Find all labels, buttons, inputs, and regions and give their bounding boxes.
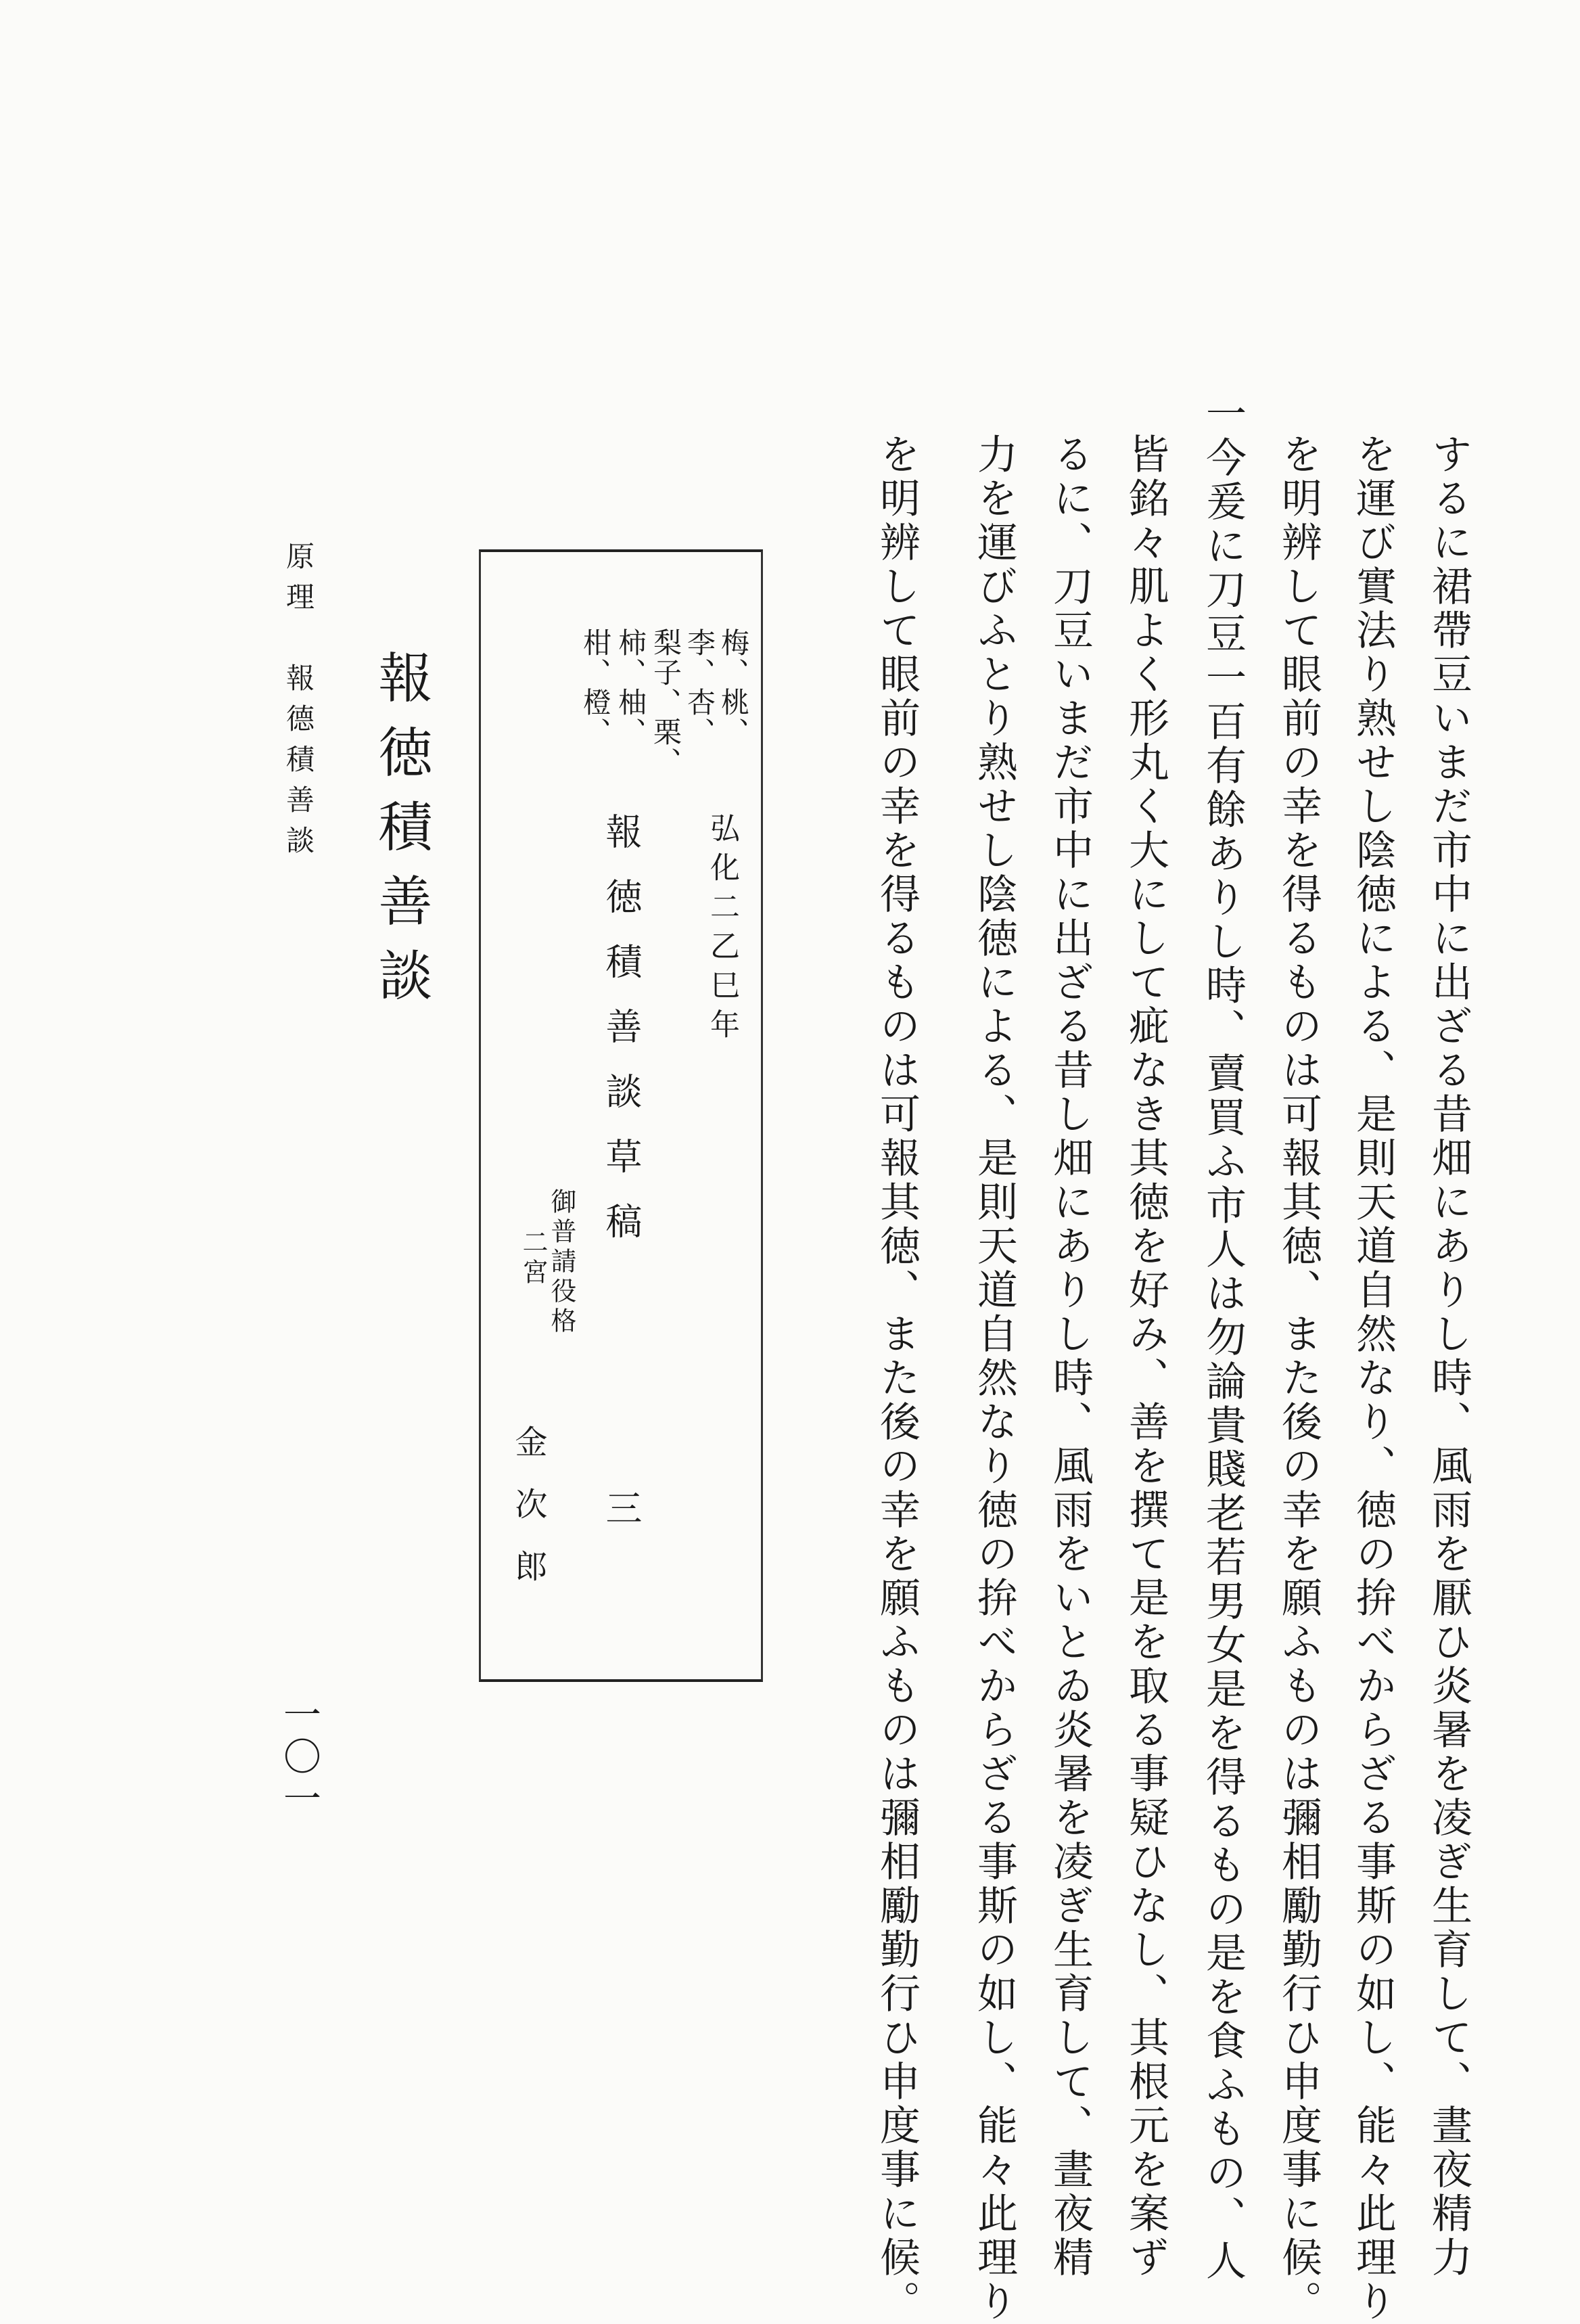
body-column-8: を明辨して眼前の幸を得るものは可報其徳、また後の幸を願ふものは彌相勵勤行ひ申度事に候。 [873,433,921,2324]
body-column-6: るに、刀豆いまだ市中に出ざる昔し畑にありし時、風雨をいとゐ炎暑を凌ぎ生育して、晝夜精 [1046,433,1094,2280]
body-column-4: 一今爰に刀豆一百有餘ありし時、賣買ふ市人は勿論貴賤老若男女是を得るもの是を食ふもの、人 [1199,392,1247,2283]
box-role-line2: 二宮 [518,1229,548,1288]
fruit-column-2: 李、杏、 [683,628,716,747]
body-column-3: を明辨して眼前の幸を得るものは可報其徳、また後の幸を願ふものは彌相勵勤行ひ申度事に候。 [1275,433,1322,2324]
fruit-column-3: 梨子、栗、 [649,628,682,777]
box-date: 弘化二乙巳年 [705,813,739,1048]
box-role-line1: 御普請役格 [547,1188,576,1337]
body-column-1: するに裙帶豆いまだ市中に出ざる昔畑にありし時、風雨を厭ひ炎暑を凌ぎ生育して、晝夜精力 [1425,433,1472,2280]
fruit-column-5: 柑、橙、 [579,628,612,747]
page-number: 一〇一 [277,1695,321,1821]
fruit-column-1: 梅、桃、 [717,628,750,747]
running-head: 原理 報德積善談 [282,541,315,866]
box-number: 三 [600,1489,643,1554]
box-title: 報徳積善談草稿 [600,813,643,1267]
title-slip-box [479,549,763,1682]
box-name: 金次郎 [509,1425,547,1612]
body-column-2: を運び實法り熟せし陰徳による、是則天道自然なり、徳の拚べからざる事斯の如し、能々此理り [1349,433,1397,2324]
body-column-7: 力を運びふとり熟せし陰徳による、是則天道自然なり徳の拚べからざる事斯の如し、能々此理り [971,433,1018,2324]
main-title: 報徳積善談 [369,650,432,1022]
body-column-5: 皆銘々肌よく形丸く大にして疵なき其徳を好み、善を撰て是を取る事疑ひなし、其根元を案ず [1122,433,1169,2280]
fruit-column-4: 柿、柚、 [614,628,647,747]
